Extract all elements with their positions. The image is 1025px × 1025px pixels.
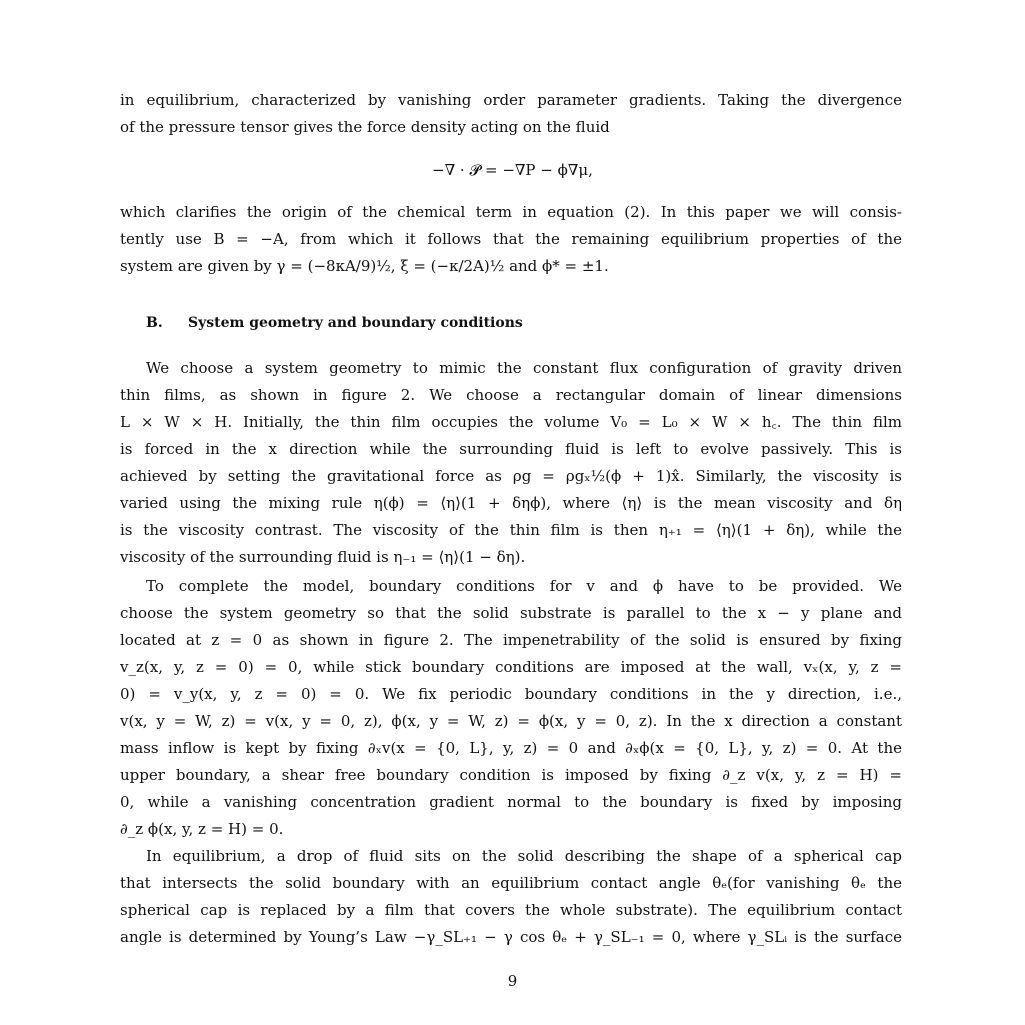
text-line: v_z(x, y, z = 0) = 0, while stick boundary conditions are imposed at the wall, vₓ(x, y, z = (120, 658, 902, 676)
text-line: varied using the mixing rule η(ϕ) = ⟨η⟩(1 + δηϕ), where ⟨η⟩ is the mean viscosity and δη (120, 494, 902, 512)
text-line: achieved by setting the gravitational force as ρg = ρgₓ½(ϕ + 1)x̂. Similarly, the viscosity is (120, 467, 902, 485)
section-number: B. (146, 315, 163, 331)
text-line: thin films, as shown in figure 2. We choose a rectangular domain of linear dimensions (120, 386, 902, 404)
text-line: mass inflow is kept by fixing ∂ₓv(x = {0, L}, y, z) = 0 and ∂ₓϕ(x = {0, L}, y, z) = 0. At the (120, 739, 902, 757)
text-line: tently use B = −A, from which it follows that the remaining equilibrium properties of the (120, 230, 902, 248)
text-line: To complete the model, boundary conditions for v and ϕ have to be provided. We (146, 577, 902, 595)
text-line: which clarifies the origin of the chemical term in equation (2). In this paper we will consis- (120, 203, 902, 221)
section-title: System geometry and boundary conditions (188, 315, 523, 331)
text-line: is the viscosity contrast. The viscosity of the thin film is then η₊₁ = ⟨η⟩(1 + δη), while the (120, 521, 902, 539)
text-line: viscosity of the surrounding fluid is η₋₁ = ⟨η⟩(1 − δη). (120, 548, 526, 566)
text-line: v(x, y = W, z) = v(x, y = 0, z), ϕ(x, y = W, z) = ϕ(x, y = 0, z). In the x direction a constant (120, 712, 902, 730)
page-number: 9 (507, 972, 518, 990)
display-equation: −∇ · 𝓟 = −∇P − ϕ∇μ, (432, 161, 593, 179)
text-line: of the pressure tensor gives the force density acting on the fluid (120, 118, 610, 136)
text-line: choose the system geometry so that the solid substrate is parallel to the x − y plane and (120, 604, 902, 622)
text-line: system are given by γ = (−8κA/9)½, ξ = (−κ/2A)½ and ϕ* = ±1. (120, 257, 609, 275)
text-line: in equilibrium, characterized by vanishing order parameter gradients. Taking the divergence (120, 91, 902, 109)
text-line: We choose a system geometry to mimic the constant flux configuration of gravity driven (146, 359, 902, 377)
text-line: upper boundary, a shear free boundary condition is imposed by fixing ∂_z v(x, y, z = H) = (120, 766, 902, 784)
text-line: spherical cap is replaced by a film that covers the whole substrate). The equilibrium contact (120, 901, 902, 919)
section-heading (146, 310, 523, 337)
text-line: located at z = 0 as shown in figure 2. The impenetrability of the solid is ensured by fixing (120, 631, 902, 649)
text-line: angle is determined by Young’s Law −γ_SL₊₁ − γ cos θₑ + γ_SL₋₁ = 0, where γ_SLᵢ is the surface (120, 928, 902, 946)
text-line: L × W × H. Initially, the thin film occupies the volume V₀ = L₀ × W × h꜀. The thin film (120, 413, 902, 431)
text-line: 0, while a vanishing concentration gradient normal to the boundary is fixed by imposing (120, 793, 902, 811)
text-line: ∂_z ϕ(x, y, z = H) = 0. (120, 820, 284, 838)
text-line: that intersects the solid boundary with an equilibrium contact angle θₑ(for vanishing θₑ the (120, 874, 902, 892)
text-line: In equilibrium, a drop of fluid sits on the solid describing the shape of a spherical cap (146, 847, 902, 865)
text-line: is forced in the x direction while the surrounding fluid is left to evolve passively. This is (120, 440, 902, 458)
text-line: 0) = v_y(x, y, z = 0) = 0. We fix periodic boundary conditions in the y direction, i.e., (120, 685, 902, 703)
